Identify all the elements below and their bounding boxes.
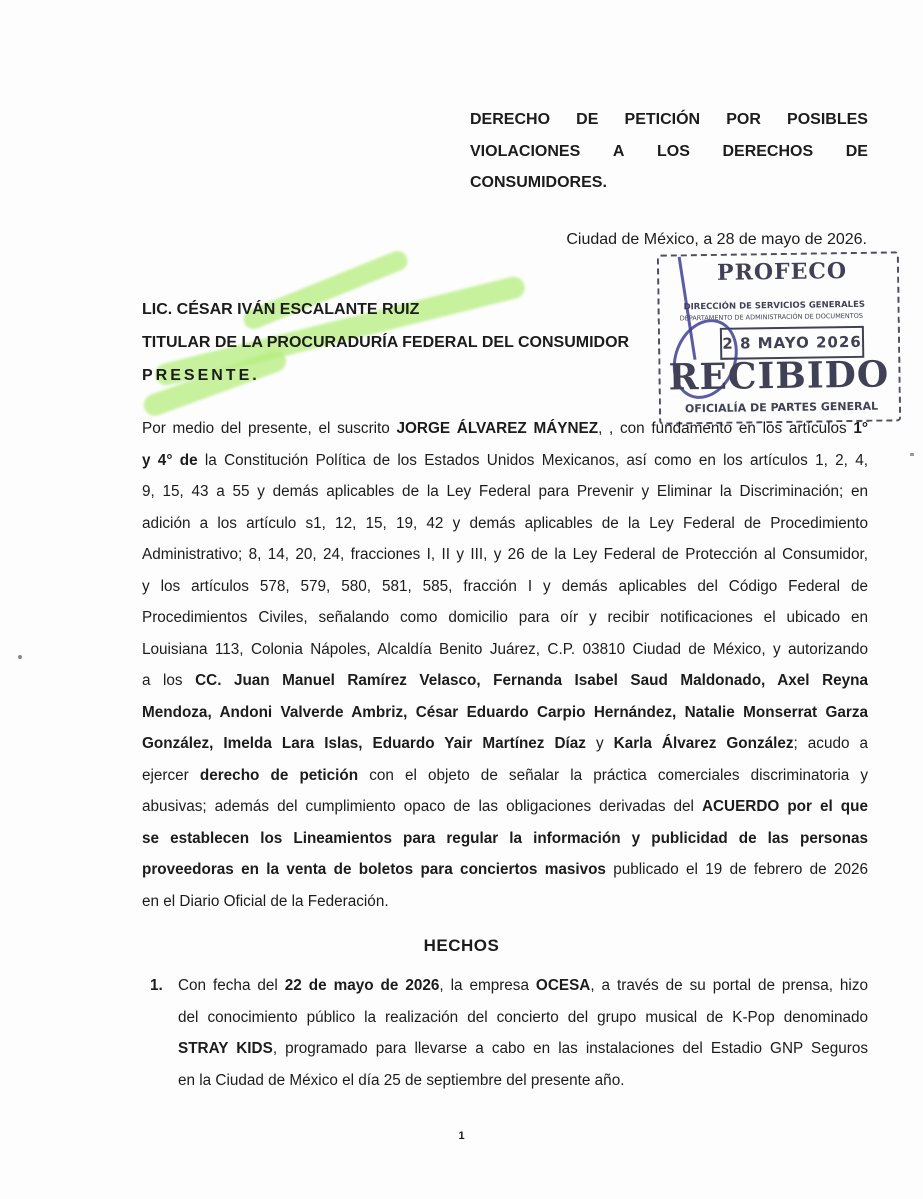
subject-word: POR	[726, 111, 761, 128]
addressee-name: LIC. CÉSAR IVÁN ESCALANTE RUIZ	[142, 301, 420, 318]
text-run: a los	[142, 672, 196, 689]
petition-paragraph	[142, 413, 868, 917]
text-run: 22 de mayo de 2026	[284, 977, 440, 994]
fact-line	[178, 1033, 868, 1065]
paragraph-line: en el Diario Oficial de la Federación.	[142, 892, 389, 910]
subject-word: A	[612, 142, 625, 160]
paragraph-line: Procedimientos Civiles, señalando como domicilio para oír y recibir notificaciones el ubicado en	[142, 609, 868, 626]
paragraph-line	[142, 728, 868, 760]
text-run: Con fecha del	[178, 977, 285, 994]
subject-line-1	[470, 104, 868, 136]
stamp-org: PROFECO	[716, 258, 848, 286]
presente-line: PRESENTE.	[142, 367, 260, 384]
scan-speck	[18, 655, 22, 659]
page-number: 1	[458, 1130, 465, 1142]
paragraph-line	[142, 791, 868, 823]
company-name: OCESA	[535, 977, 591, 994]
text-run: abusivas; además del cumplimiento opaco de las obligaciones derivadas del	[142, 798, 702, 815]
fact-line: del conocimiento público la realización del concierto del grupo musical de K-Pop denominado	[178, 1008, 868, 1026]
stamp-department: DEPARTAMENTO DE ADMINISTRACIÓN DE DOCUMENTOS	[679, 311, 864, 323]
date-line: Ciudad de México, a 28 de mayo de 2026.	[566, 231, 867, 248]
text-run: la Constitución Política de los Estados Unidos Mexicanos, así como en los artículos 1, 2, 4,	[197, 451, 868, 469]
paragraph-line	[142, 854, 868, 886]
addressee-position: TITULAR DE LA PROCURADURÍA FEDERAL DEL CONSUMIDOR	[142, 334, 630, 351]
addressee-block	[142, 293, 629, 392]
fact-line	[178, 970, 868, 1002]
petitioner-name: JORGE ÁLVAREZ MÁYNEZ	[396, 420, 599, 437]
paragraph-line: y los artículos 578, 579, 580, 581, 585, fracción I y demás aplicables del Código Federal de	[142, 577, 868, 595]
subject-word: LOS	[656, 142, 690, 160]
text-run: derecho de petición	[199, 766, 359, 784]
fact-number: 1.	[150, 977, 163, 994]
text-run: , la empresa	[439, 977, 536, 994]
subject-word: POSIBLES	[787, 111, 868, 128]
paragraph-line	[142, 823, 868, 855]
text-run: ; acudo a	[793, 735, 869, 752]
text-run: ejercer	[142, 766, 200, 784]
paragraph-line: Administrativo; 8, 14, 20, 24, fracciones I, II y III, y 26 de la Ley Federal de Protección al Consumidor,	[142, 546, 868, 563]
agreement-title: proveedoras en la venta de boletos para conciertos masivos	[142, 861, 606, 878]
subject-word: DE	[845, 142, 868, 160]
fact-text	[178, 970, 868, 1096]
authorized-persons: Mendoza, Andoni Valverde Ambriz, César Eduardo Carpio Hernández, Natalie Monserrat Garza	[142, 703, 868, 721]
text-run: con el objeto de señalar la práctica comerciales discriminatoria y	[358, 766, 869, 784]
agreement-title: ACUERDO por el que	[701, 798, 868, 815]
document-subject	[470, 104, 868, 199]
text-run: publicado el 19 de febrero de 2026	[605, 861, 869, 878]
stamp-office: OFICIALÍA DE PARTES GENERAL	[684, 399, 879, 416]
text-run: , programado para llevarse a cabo en las instalaciones del Estadio GNP Seguros	[272, 1040, 868, 1057]
agreement-title: se establecen los Lineamientos para regular la información y publicidad de las personas	[142, 829, 868, 847]
authorized-persons: González, Imelda Lara Islas, Eduardo Yair Martínez Díaz	[142, 735, 586, 752]
artist-name: STRAY KIDS	[178, 1040, 273, 1057]
text-run: , , con fundamento en los artículos	[598, 420, 854, 437]
paragraph-line	[142, 665, 868, 697]
subject-line-2	[470, 136, 868, 168]
paragraph-line: Louisiana 113, Colonia Nápoles, Alcaldía Benito Juárez, C.P. 03810 Ciudad de México, y autorizando	[142, 640, 868, 658]
paragraph-line	[142, 760, 868, 792]
received-stamp	[657, 251, 901, 424]
subject-word: VIOLACIONES	[470, 142, 581, 160]
paragraph-line: 9, 15, 43 a 55 y demás aplicables de la Ley Federal para Prevenir y Eliminar la Discriminación; en	[142, 483, 868, 500]
fact-line: en la Ciudad de México el día 25 de septiembre del presente año.	[178, 1071, 625, 1089]
text-run: Por medio del presente, el suscrito	[142, 420, 397, 437]
paragraph-line	[142, 445, 868, 477]
stamp-status: RECIBIDO	[668, 353, 890, 399]
subject-word: PETICIÓN	[624, 111, 701, 128]
subject-word: DERECHOS	[722, 142, 814, 160]
stamp-date: 2 8 MAYO 2026	[720, 326, 864, 360]
paragraph-line: adición a los artículo s1, 12, 15, 19, 42 y demás aplicables de la Ley Federal de Procedimiento	[142, 514, 868, 532]
section-heading: HECHOS	[423, 936, 500, 955]
paragraph-line	[142, 697, 868, 729]
text-run: y 4° de	[142, 451, 198, 469]
text-run: 1°	[853, 420, 868, 437]
subject-word: DE	[576, 111, 599, 128]
text-run: y	[585, 735, 614, 752]
stamp-direction: DIRECCIÓN DE SERVICIOS GENERALES	[683, 299, 866, 313]
text-run: , a través de su portal de prensa, hizo	[590, 977, 868, 994]
subject-line-3: CONSUMIDORES.	[470, 174, 607, 191]
paragraph-line	[142, 413, 868, 445]
authorized-persons: CC. Juan Manuel Ramírez Velasco, Fernanda Isabel Saud Maldonado, Axel Reyna	[195, 672, 868, 689]
fact-item-1	[142, 970, 868, 1096]
subject-word: DERECHO	[470, 111, 551, 128]
scan-speck	[910, 453, 914, 456]
authorized-persons: Karla Álvarez González	[613, 735, 794, 752]
